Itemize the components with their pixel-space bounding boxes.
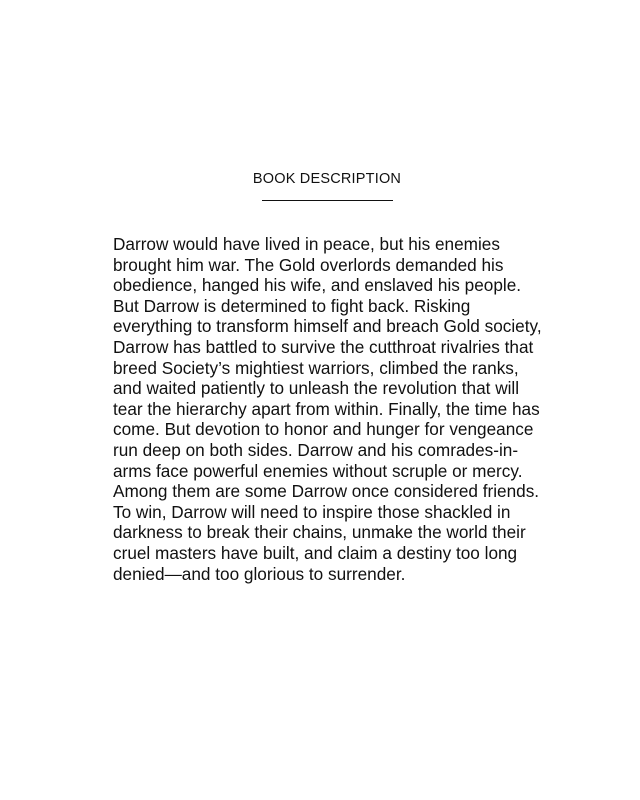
- heading-underline-divider: [262, 200, 393, 201]
- section-heading: BOOK DESCRIPTION: [252, 171, 402, 187]
- book-description-text: Darrow would have lived in peace, but his enemies brought him war. The Gold overlords demanded his obedience, hanged his wife, and enslaved his people. But Darrow is determined to fight back. Risking everything to transform himself and breach Gold society, Darrow has battled to survive the cutthroat rivalries that breed Society’s mightiest warriors, climbed the ranks, and waited patiently to unleash the revolution that will tear the hierarchy apart from within. Finally, the time has come. But devotion to honor and hunger for vengeance run deep on both sides. Darrow and his comrades-in-arms face powerful enemies without scruple or mercy. Among them are some Darrow once considered friends. To win, Darrow will need to inspire those shackled in darkness to break their chains, unmake the world their cruel masters have built, and claim a destiny too long denied—and too glorious to surrender.: [113, 234, 542, 584]
